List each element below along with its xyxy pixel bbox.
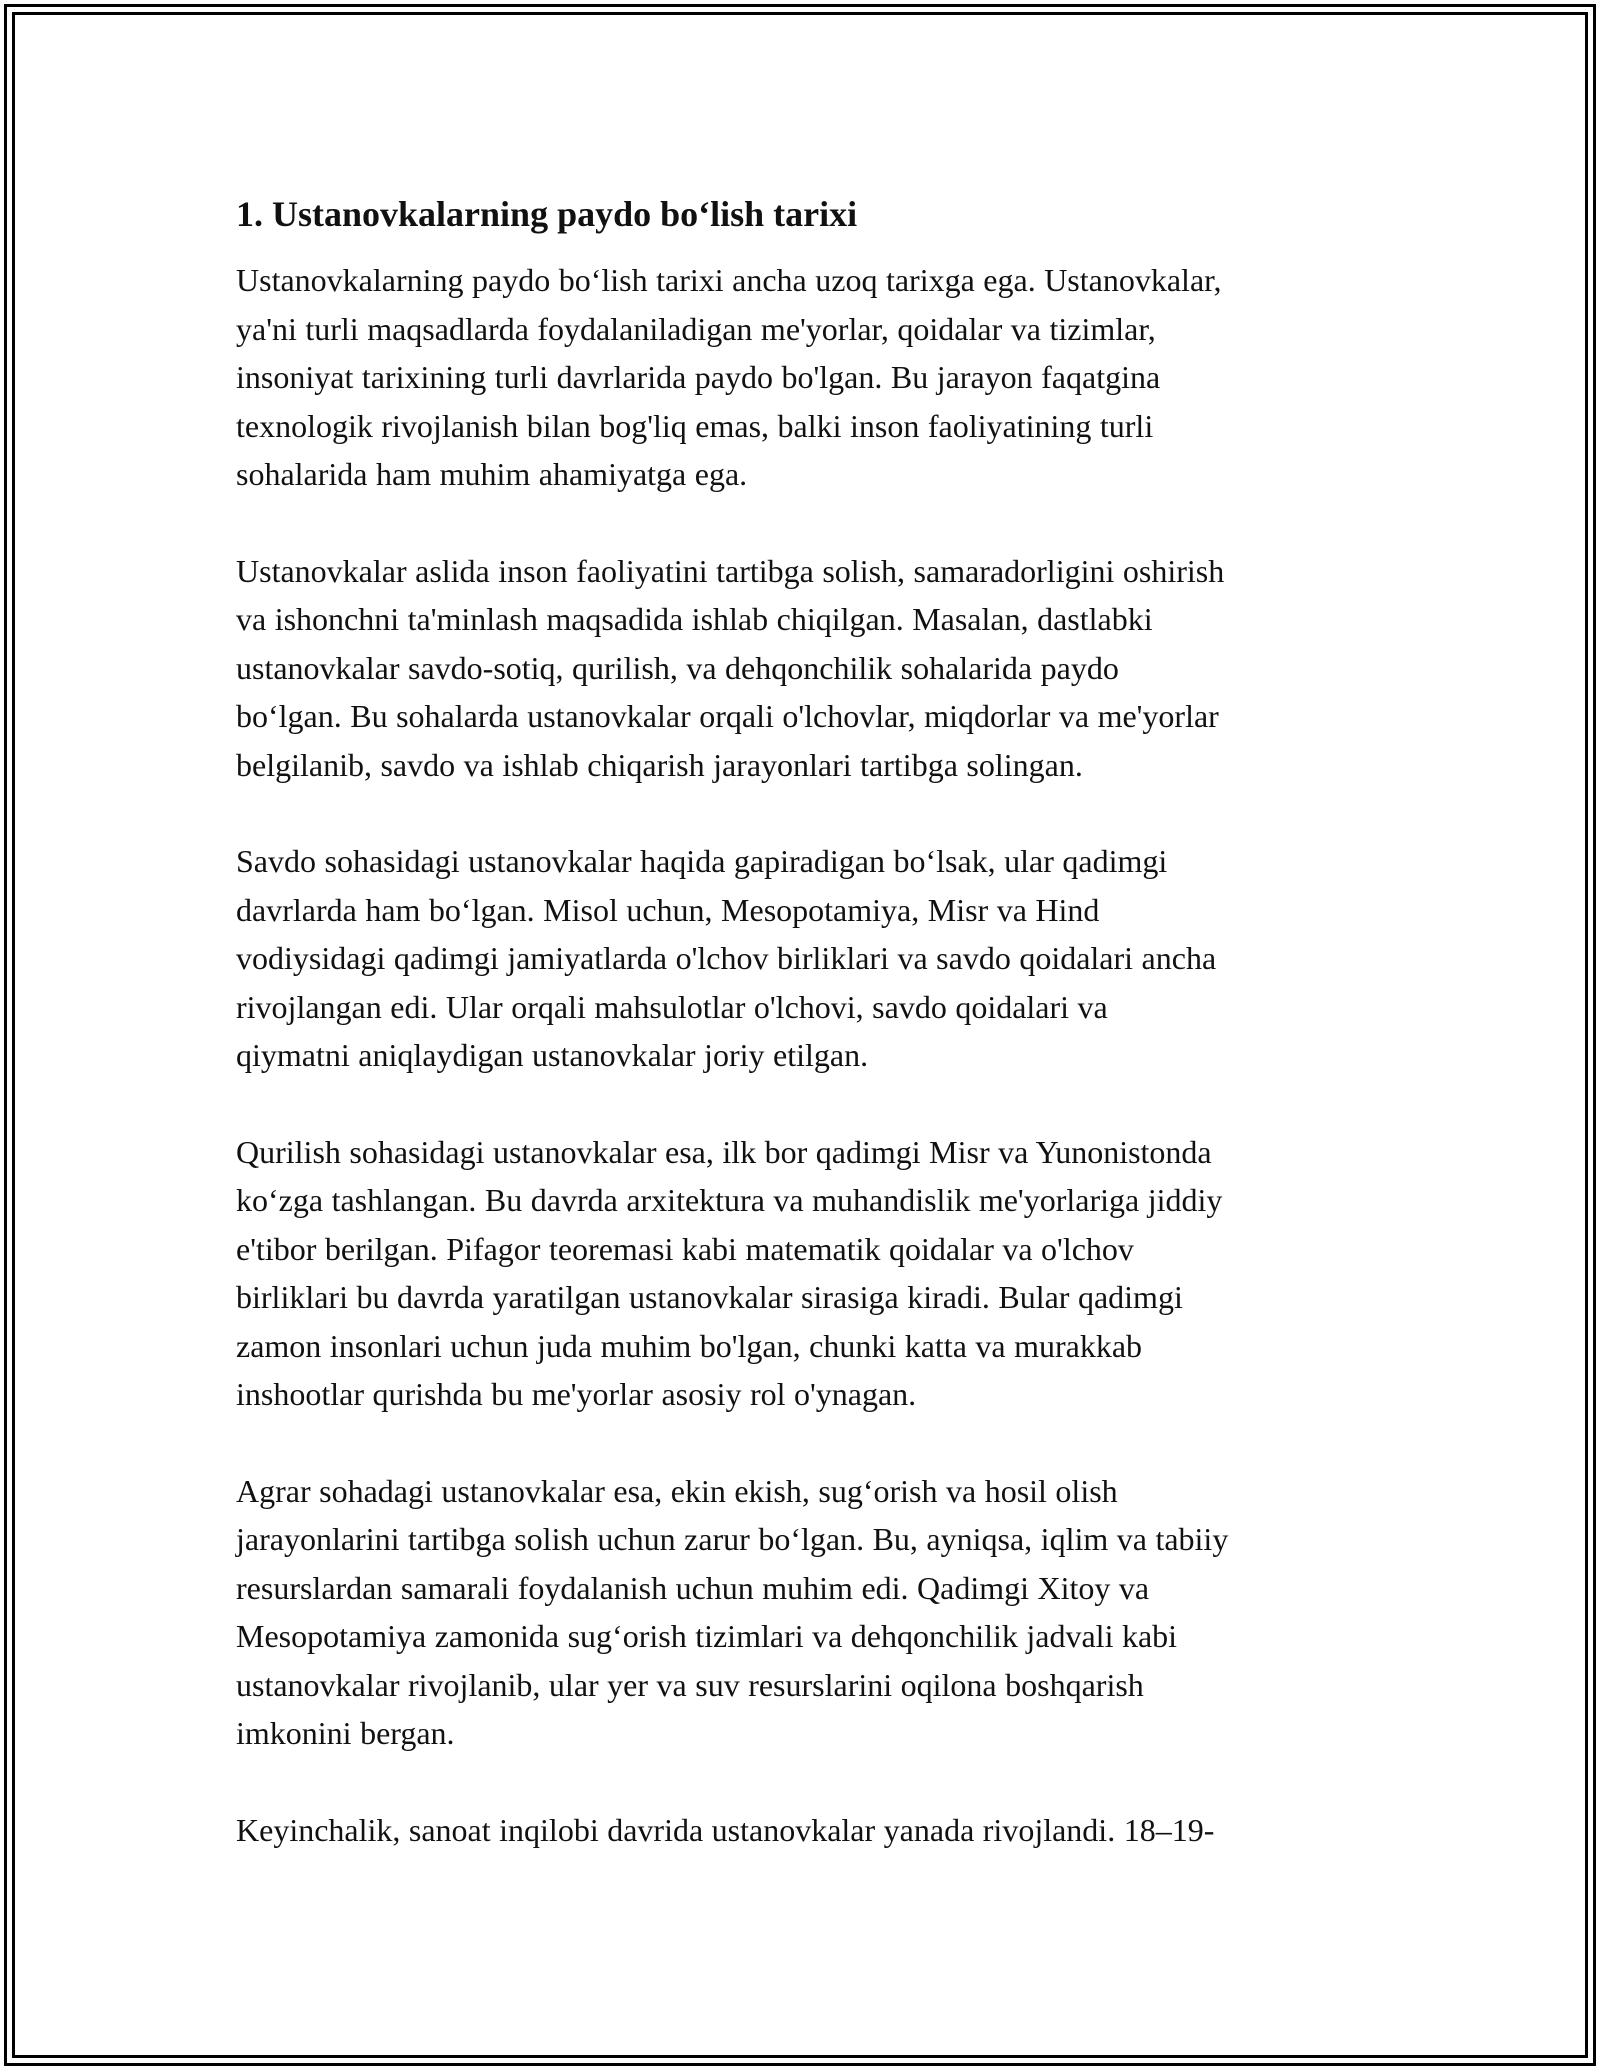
text-line: qiymatni aniqlaydigan ustanovkalar joriy etilgan. [236,1037,869,1073]
text-line: resurslardan samarali foydalanish uchun muhim edi. Qadimgi Xitoy va [236,1569,1150,1606]
section-heading: 1. Ustanovkalarning paydo bo‘lish tarixi [236,194,858,234]
text-line: birliklari bu davrda yaratilgan ustanovkalar sirasiga kiradi. Bular qadimgi [236,1279,1183,1315]
text-line: inshootlar qurishda bu me'yorlar asosiy rol o'ynagan. [236,1376,917,1412]
text-line: Mesopotamiya zamonida sug‘orish tizimlari va dehqonchilik jadvali kabi [236,1618,1178,1654]
text-line: vodiysidagi qadimgi jamiyatlarda o'lchov birliklari va savdo qoidalari ancha [236,940,1217,976]
text-line: texnologik rivojlanish bilan bog'liq emas, balki inson faoliyatining turli [236,407,1154,444]
text-line: e'tibor berilgan. Pifagor teoremasi kabi matematik qoidalar va o'lchov [236,1230,1134,1267]
text-line: Keyinchalik, sanoat inqilobi davrida ustanovkalar yanada rivojlandi. 18–19- [236,1811,1215,1848]
text-line: sohalarida ham muhim ahamiyatga ega. [236,456,748,492]
text-line: insoniyat tarixining turli davrlarida paydo bo'lgan. Bu jarayon faqatgina [236,359,1161,395]
paragraph-6 [236,1806,1386,1855]
text-line: Qurilish sohasidagi ustanovkalar esa, ilk bor qadimgi Misr va Yunonistonda [236,1133,1212,1170]
text-line: Savdo sohasidagi ustanovkalar haqida gapiradigan bo‘lsak, ular qadimgi [236,843,1168,879]
text-line: ko‘zga tashlangan. Bu davrda arxitektura va muhandislik me'yorlariga jiddiy [236,1182,1223,1218]
document-body [236,190,1386,1854]
text-line: Ustanovkalarning paydo bo‘lish tarixi ancha uzoq tarixga ega. Ustanovkalar, [236,262,1222,298]
text-line: jarayonlarini tartibga solish uchun zarur bo‘lgan. Bu, ayniqsa, iqlim va tabiiy [236,1521,1229,1557]
text-line: belgilanib, savdo va ishlab chiqarish jarayonlari tartibga solingan. [236,746,1083,783]
text-line: zamon insonlari uchun juda muhim bo'lgan, chunki katta va murakkab [236,1327,1143,1364]
text-line: bo‘lgan. Bu sohalarda ustanovkalar orqali o'lchovlar, miqdorlar va me'yorlar [236,698,1219,734]
text-line: davrlarda ham bo‘lgan. Misol uchun, Mesopotamiya, Misr va Hind [236,891,1100,928]
text-line: imkonini bergan. [236,1715,455,1751]
paragraph-4 [236,1128,1386,1419]
paragraph-2 [236,547,1386,790]
text-line: ustanovkalar rivojlanib, ular yer va suv resurslarini oqilona boshqarish [236,1666,1144,1703]
text-line: Agrar sohadagi ustanovkalar esa, ekin ekish, sug‘orish va hosil olish [236,1472,1118,1509]
text-line: rivojlangan edi. Ular orqali mahsulotlar o'lchovi, savdo qoidalari va [236,988,1108,1025]
text-line: Ustanovkalar aslida inson faoliyatini tartibga solish, samaradorligini oshirish [236,552,1225,589]
text-line: ustanovkalar savdo-sotiq, qurilish, va dehqonchilik sohalarida paydo [236,649,1119,686]
paragraph-5 [236,1467,1386,1758]
text-line: ya'ni turli maqsadlarda foydalaniladigan me'yorlar, qoidalar va tizimlar, [236,310,1156,347]
text-line: va ishonchni ta'minlash maqsadida ishlab chiqilgan. Masalan, dastlabki [236,601,1153,637]
paragraph-3 [236,837,1386,1080]
paragraph-1 [236,256,1386,499]
